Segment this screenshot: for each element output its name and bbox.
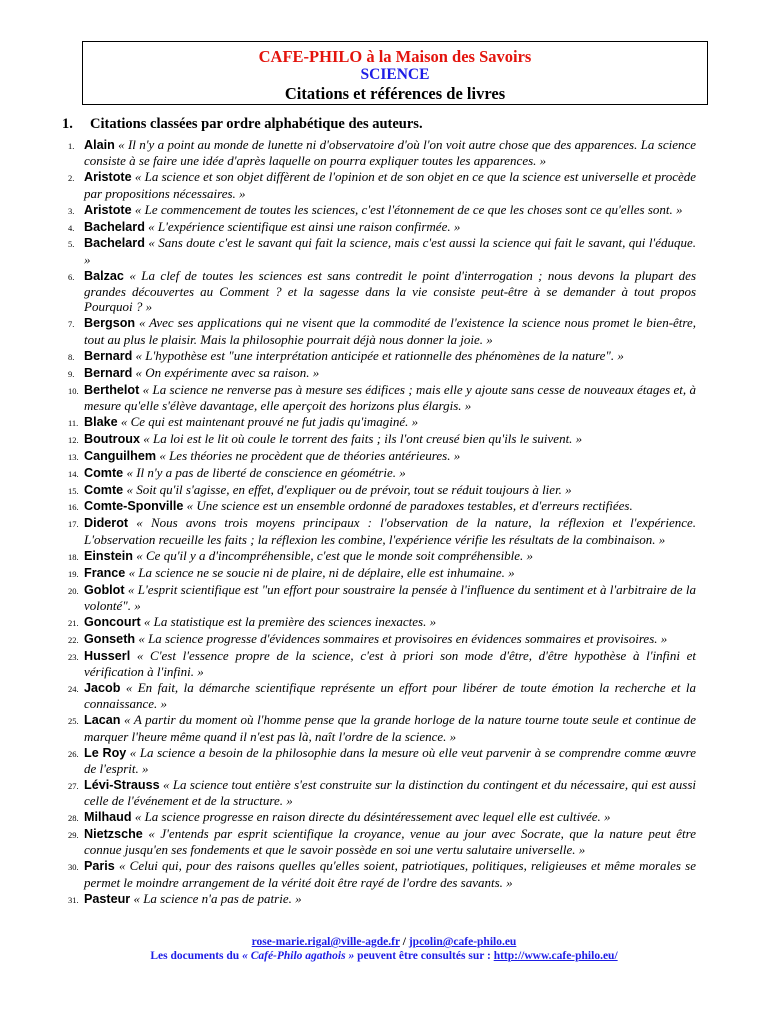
website-link[interactable]: http://www.cafe-philo.eu/ <box>493 950 618 962</box>
quote-author: Gonseth <box>84 631 136 646</box>
quote-item <box>68 482 696 498</box>
quote-text: « Celui qui, pour des raisons quelles qu'elles soient, patriotiques, politiques, religieuses et même morales se permet le moindre arrangement de la vérité doit être rayé de l'ordre des savants. » <box>84 858 696 890</box>
quote-author: Le Roy <box>84 745 127 760</box>
quote-author: Diderot <box>84 516 129 531</box>
quote-item <box>68 465 696 481</box>
quote-item <box>68 348 696 364</box>
quote-number: 12. <box>68 434 79 445</box>
quote-item <box>68 365 696 381</box>
quote-number: 17. <box>68 519 79 530</box>
quote-item <box>68 826 696 858</box>
quote-text: « La science et son objet diffèrent de l'opinion et de son objet en ce que la science est universelle et procède par propositions nécessaires. » <box>84 169 696 201</box>
quote-item <box>68 169 696 201</box>
quote-item <box>68 565 696 581</box>
quote-item <box>68 548 696 564</box>
quote-item <box>68 648 696 680</box>
quote-author: Bergson <box>84 316 136 331</box>
quote-number: 13. <box>68 451 79 462</box>
document-subtitle: Citations et références de livres <box>284 84 506 103</box>
quote-number: 23. <box>68 651 79 662</box>
quote-number: 21. <box>68 617 79 628</box>
quote-author: Balzac <box>84 268 124 283</box>
quote-text: « Le commencement de toutes les sciences, c'est l'étonnement de ce que les choses sont ce qu'elles sont. » <box>134 201 683 217</box>
quote-text: « La science n'a pas de patrie. » <box>133 890 302 906</box>
document-title: CAFE-PHILO à la Maison des Savoirs <box>258 47 532 66</box>
quote-number: 22. <box>68 634 79 645</box>
quote-number: 18. <box>68 551 79 562</box>
footer <box>0 935 768 963</box>
quote-author: Bachelard <box>84 236 145 251</box>
quote-item <box>68 414 696 430</box>
quote-text: « Il n'y a point au monde de lunette ni d'observatoire d'où l'on voit autre chose que des apparences. La science consiste à se faire une idée d'après laquelle on pourra expliquer toutes les apparences. » <box>84 137 697 169</box>
quote-number: 4. <box>68 222 75 233</box>
quote-number: 24. <box>68 684 79 694</box>
quote-author: Nietzsche <box>84 827 143 842</box>
quote-author: Goncourt <box>84 614 141 629</box>
quote-author: Aristote <box>84 202 132 217</box>
footer-separator: / <box>399 936 409 948</box>
quote-author: Comte-Sponville <box>84 499 184 514</box>
quote-author: Boutroux <box>84 431 140 446</box>
quote-number: 2. <box>68 173 75 184</box>
quote-item <box>68 858 696 890</box>
quote-text: « Ce qui est maintenant prouvé ne fut jadis qu'imaginé. » <box>120 413 419 429</box>
quote-text: « Il n'y a pas de liberté de conscience en géométrie. » <box>126 464 406 480</box>
quote-item <box>68 235 696 267</box>
quote-number: 15. <box>68 485 79 496</box>
quote-item <box>68 614 696 630</box>
quote-text: « La science ne renverse pas à mesure ses édifices ; mais elle y ajoute sans cesse de nouveaux étages et, à mesure qu'elle s'élève davantage, elle aperçoit des horizons plus élargis. » <box>84 381 697 413</box>
quote-text: « La science progresse d'évidences sommaires et provisoires en évidences sommaires et provisoires. » <box>138 630 668 646</box>
quote-author: Einstein <box>84 548 133 563</box>
quote-author: Bernard <box>84 365 133 380</box>
quote-number: 14. <box>68 468 79 479</box>
quote-item <box>68 582 696 614</box>
quote-item <box>68 515 696 547</box>
quote-author: Goblot <box>84 582 125 597</box>
quote-text: « J'entends par esprit scientifique la croyance, venue au jour avec Socrate, que la nature peut être connue jusqu'en ses fondements et que le savoir possède en soi une vertu salutaire universelle. » <box>84 826 696 858</box>
quote-item <box>68 712 696 744</box>
quote-text: « Une science est un ensemble ordonné de paradoxes testables, et d'erreurs rectifiées. <box>186 498 633 514</box>
quote-number: 30. <box>68 862 79 873</box>
quote-number: 19. <box>68 568 79 579</box>
quote-number: 6. <box>68 271 75 282</box>
quote-item <box>68 777 696 809</box>
quote-item <box>68 431 696 447</box>
quote-text: « En fait, la démarche scientifique représente un effort pour libérer de toute émotion la recherche et la connaissance. » <box>84 680 697 712</box>
email-link-1[interactable]: rose-marie.rigal@ville-agde.fr <box>251 936 400 948</box>
quote-item <box>68 137 696 169</box>
quote-text: « On expérimente avec sa raison. » <box>135 364 320 380</box>
quote-author: Pasteur <box>84 891 131 906</box>
quote-text: « Ce qu'il y a d'incompréhensible, c'est que le monde soit compréhensible. » <box>136 547 534 563</box>
quote-number: 3. <box>68 205 75 216</box>
footer-contacts <box>0 935 768 949</box>
quote-author: Husserl <box>84 648 131 663</box>
quote-number: 9. <box>68 368 75 379</box>
quote-text: « L'expérience scientifique est ainsi une raison confirmée. » <box>148 218 461 234</box>
quote-number: 5. <box>68 239 75 250</box>
quote-author: Lévi-Strauss <box>84 777 160 792</box>
quote-text: « L'hypothèse est "une interprétation anticipée et rationnelle des phénomènes de la nature". » <box>135 347 624 363</box>
quote-number: 28. <box>68 813 79 824</box>
quote-number: 1. <box>68 141 75 151</box>
quote-text: « L'esprit scientifique est "un effort pour soustraire la pensée à l'influence du sentiment et à l'arbitraire de la volonté". » <box>84 581 697 613</box>
quote-item <box>68 202 696 218</box>
quote-author: Paris <box>84 859 115 874</box>
quote-author: Canguilhem <box>84 448 157 463</box>
quote-number: 29. <box>68 830 79 841</box>
quote-number: 26. <box>68 748 79 759</box>
quote-text: « Sans doute c'est le savant qui fait la science, mais c'est aussi la science qui fait le savant, qui l'éduque. » <box>84 235 697 267</box>
quote-item <box>68 680 696 712</box>
quote-item <box>68 315 696 347</box>
quote-author: Bernard <box>84 348 133 363</box>
quote-number: 20. <box>68 585 79 596</box>
quote-number: 27. <box>68 780 79 791</box>
footer-prefix: Les documents du <box>150 950 243 962</box>
quote-number: 10. <box>68 385 79 396</box>
quote-item <box>68 448 696 464</box>
footer-documents-line <box>0 949 768 963</box>
quote-item <box>68 809 696 825</box>
quote-author: Berthelot <box>84 382 140 397</box>
quote-text: « Les théories ne procèdent que de théories antérieures. » <box>159 447 461 463</box>
quote-text: « Avec ses applications qui ne visent que la commodité de l'existence la science nous promet le bien-être, tout au plus le plaisir. Mais la philosophie pourrait déjà nous donner la joie. » <box>84 315 696 347</box>
quote-author: Alain <box>84 138 115 152</box>
quote-number: 16. <box>68 502 79 513</box>
quote-text: « La clef de toutes les sciences est sans contredit le point d'interrogation ; nous devons la plupart des grandes découvertes au Comment ? et la sagesse dans la vie consiste peut-être à se demander à tout propos Pourquoi ? » <box>84 267 697 315</box>
section-title: Citations classées par ordre alphabétique des auteurs. <box>90 116 423 132</box>
email-link-2[interactable]: jpcolin@cafe-philo.eu <box>408 936 517 948</box>
quote-item <box>68 631 696 647</box>
quote-text: « La loi est le lit où coule le torrent des faits ; ils l'ont creusé bien qu'ils le suivent. » <box>143 430 583 446</box>
quote-author: Milhaud <box>84 810 132 825</box>
footer-brand: « Café-Philo agathois » <box>242 950 355 962</box>
section-heading <box>62 116 423 133</box>
section-number: 1. <box>62 116 73 132</box>
quote-author: Aristote <box>84 170 132 185</box>
quote-number: 7. <box>68 319 75 330</box>
quote-author: France <box>84 565 126 580</box>
quote-text: « La science a besoin de la philosophie dans la mesure où elle veut parvenir à se comprendre comme œuvre de l'esprit. » <box>84 744 696 776</box>
quote-text: « La science progresse en raison directe du désintéressement avec lequel elle est cultivée. » <box>134 809 611 825</box>
quote-text: « La statistique est la première des sciences inexactes. » <box>143 613 437 629</box>
quote-text: « La science tout entière s'est construite sur la distinction du contingent et du nécessaire, qui est aussi celle de l'événement et de la structure. » <box>84 776 697 809</box>
quote-author: Jacob <box>84 681 121 695</box>
title-box <box>82 41 708 105</box>
quote-item <box>68 268 696 315</box>
quote-number: 25. <box>68 716 79 727</box>
quote-item <box>68 745 696 777</box>
quotes-list <box>68 137 696 908</box>
document-subject: SCIENCE <box>360 66 430 83</box>
quote-item <box>68 498 696 514</box>
quote-author: Comte <box>84 465 124 480</box>
quote-text: « Soit qu'il s'agisse, en effet, d'expliquer ou de prévoir, tout se réduit toujours à lier. » <box>126 481 572 497</box>
quote-text: « La science ne se soucie ni de plaire, ni de déplaire, elle est inhumaine. » <box>128 564 515 580</box>
quote-author: Lacan <box>84 713 121 728</box>
quote-item <box>68 891 696 907</box>
quote-author: Bachelard <box>84 219 145 234</box>
quote-text: « A partir du moment où l'homme pense que la grande horloge de la nature tourne toute seule et continue de marquer l'heure même quand il n'est pas là, naît l'ordre de la science. » <box>84 712 697 744</box>
quote-text: « C'est l'essence propre de la science, c'est à priori son mode d'être, d'être hypothèse à l'infini et vérification à l'infini. » <box>84 647 697 680</box>
quote-item <box>68 382 696 414</box>
quote-number: 11. <box>68 417 79 428</box>
quote-author: Comte <box>84 482 124 497</box>
quote-number: 31. <box>68 894 79 905</box>
quote-number: 8. <box>68 351 75 362</box>
quote-author: Blake <box>84 414 118 429</box>
quote-item <box>68 219 696 235</box>
quote-text: « Nous avons trois moyens principaux : l'observation de la nature, la réflexion et l'expérience. L'observation recueille les faits ; la réflexion les combine, l'expérience vérifie les résultats de la combinaison. » <box>84 515 697 547</box>
footer-suffix: peuvent être consultés sur : <box>354 950 494 962</box>
